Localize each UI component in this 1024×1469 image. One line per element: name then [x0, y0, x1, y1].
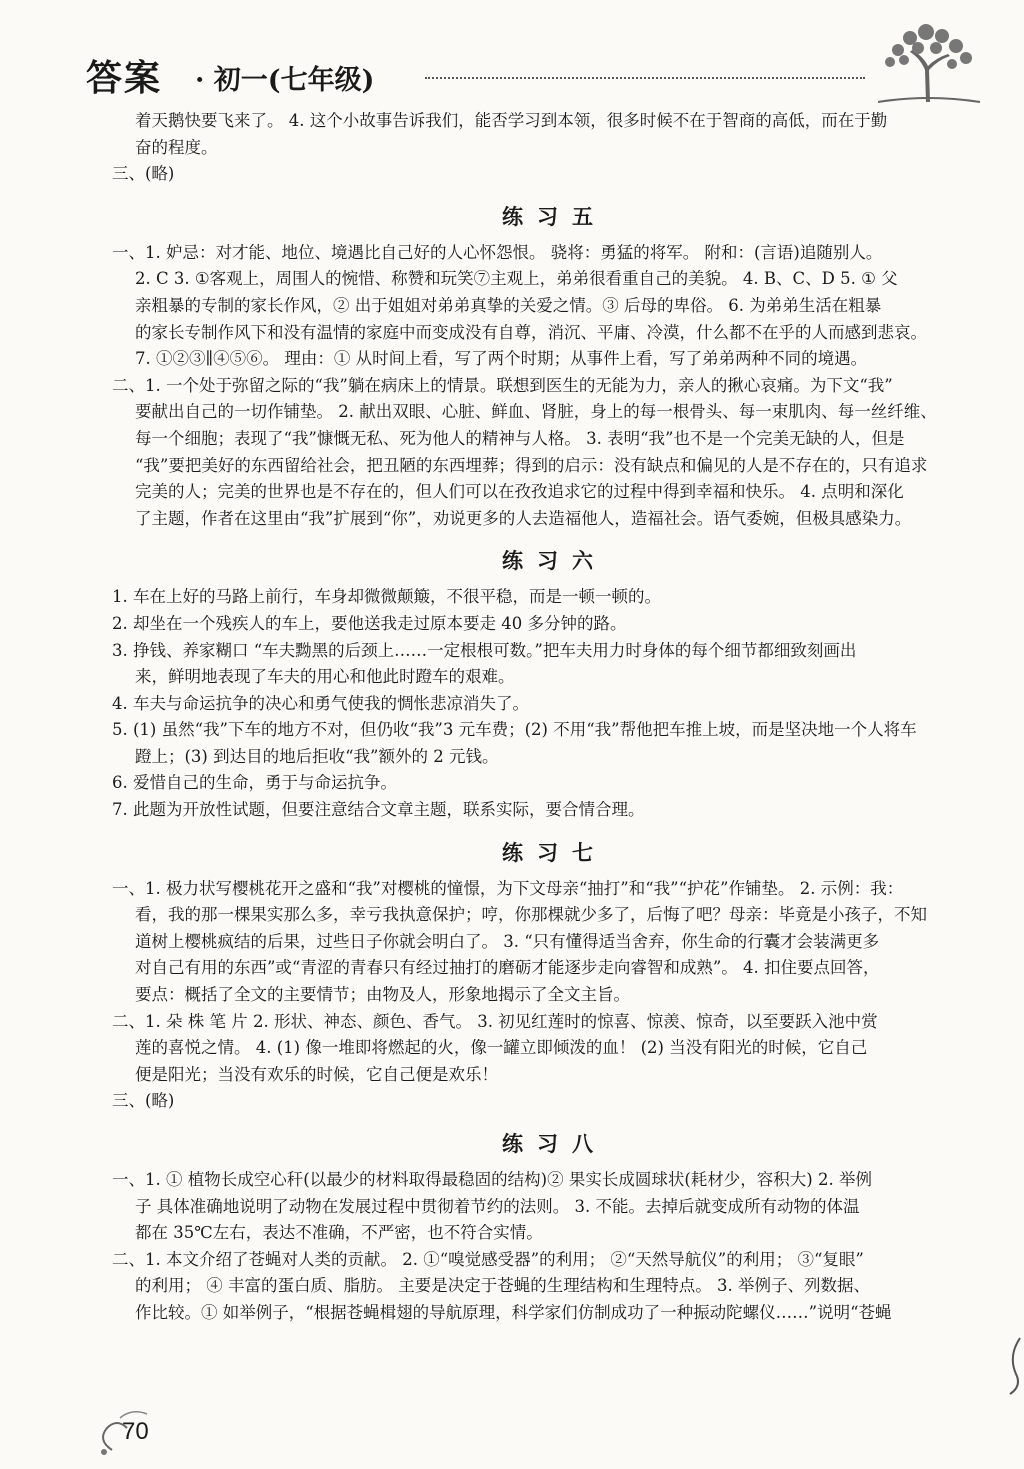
vine-ornament-icon	[1000, 1336, 1024, 1396]
text-line: 要献出自己的一切作铺垫。 2. 献出双眼、心脏、鲜血、肾脏，身上的每一根骨头、每一束肌肉、每一丝纤维、	[135, 402, 937, 422]
text-line: 二、1. 一个处于弥留之际的“我”躺在病床上的情景。联想到医生的无能为力，亲人的揪心哀痛。为下文“我”	[112, 375, 893, 395]
text-line: 1. 车在上好的马路上前行，车身却微微颠簸，不很平稳，而是一顿一顿的。	[112, 587, 661, 607]
tree-icon	[868, 20, 988, 105]
text-line: 的利用； ④ 丰富的蛋白质、脂肪。 主要是决定于苍蝇的生理结构和生理特点。 3. 举例子、列数据、	[135, 1276, 870, 1296]
text-line: 7. ①②③∥④⑤⑥。 理由：① 从时间上看，写了两个时期；从事件上看，写了弟弟两种不同的境遇。	[135, 349, 868, 369]
section-heading: 练习五	[502, 203, 607, 229]
section-heading: 练习六	[502, 548, 607, 574]
text-line: 7. 此题为开放性试题，但要注意结合文章主题，联系实际，要合情合理。	[112, 800, 645, 820]
text-line: “我”要把美好的东西留给社会，把丑陋的东西埋葬；得到的启示：没有缺点和偏见的人是不存在的，只有追求	[135, 455, 928, 475]
page-number: 70	[122, 1418, 149, 1445]
text-line: 三、(略)	[112, 164, 175, 184]
text-line: 5. (1) 虽然“我”下车的地方不对，但仍收“我”3 元车费；(2) 不用“我”帮他把车推上坡，而是坚决地一个人将车	[112, 720, 917, 740]
text-line: 的家长专制作风下和没有温情的家庭中而变成没有自尊，消沉、平庸、冷漠，什么都不在乎的人而感到悲哀。	[135, 322, 927, 342]
text-line: 4. 车夫与命运抗争的决心和勇气使我的惆怅悲凉消失了。	[112, 693, 529, 713]
answer-content	[112, 108, 997, 1327]
text-line: 2. C 3. ①客观上，周围人的惋惜、称赞和玩笑⑦主观上，弟弟很看重自己的美貌。 4. B、C、D 5. ① 父	[135, 269, 898, 289]
section-heading: 练习八	[502, 1131, 607, 1156]
text-line: 完美的人；完美的世界也是不存在的，但人们可以在孜孜追求它的过程中得到幸福和快乐。 4. 点明和深化	[135, 482, 904, 502]
header-divider	[425, 77, 865, 79]
text-line: 每一个细胞；表现了“我”慷慨无私、死为他人的精神与人格。 3. 表明“我”也不是一个完美无缺的人，但是	[135, 428, 905, 448]
text-line: 一、1. 极力状写樱桃花开之盛和“我”对樱桃的憧憬，为下文母亲“抽打”和“我”“护花”作铺垫。 2. 示例：我：	[112, 878, 904, 898]
text-line: 2. 却坐在一个残疾人的车上，要他送我走过原本要走 40 多分钟的路。	[112, 613, 627, 633]
text-line: 了主题，作者在这里由“我”扩展到“你”，劝说更多的人去造福他人，造福社会。语气委婉，但极具感染力。	[135, 508, 912, 528]
text-line: 道树上樱桃疯结的后果，过些日子你就会明白了。 3. “只有懂得适当舍弃，你生命的行囊才会装满更多	[135, 931, 880, 951]
text-line: 3. 挣钱、养家糊口 “车夫黝黑的后颈上……一定根根可数。”把车夫用力时身体的每个细节都细致刻画出	[112, 640, 857, 660]
text-line: 对自己有用的东西”或“青涩的青春只有经过抽打的磨砺才能逐步走向睿智和成熟”。 4. 扣住要点回答，	[135, 958, 880, 978]
text-line: 便是阳光；当没有欢乐的时候，它自己便是欢乐！	[135, 1064, 498, 1084]
page-header	[0, 0, 1024, 110]
text-line: 二、1. 朵 株 笔 片 2. 形状、神态、颜色、香气。 3. 初见红莲时的惊喜、惊羡、惊奇，以至要跃入池中赏	[112, 1011, 878, 1031]
text-line: 一、1. ① 植物长成空心秆(以最少的材料取得最稳固的结构)② 果实长成圆球状(耗材少，容积大) 2. 举例	[112, 1170, 872, 1189]
text-line: 看，我的那一棵果实那么多，幸亏我执意保护；哼，你那棵就少多了，后悔了吧？母亲：毕竟是小孩子，不知	[135, 905, 927, 925]
text-line: 莲的喜悦之情。 4. (1) 像一堆即将燃起的火，像一罐立即倾泼的血！ (2) 当没有阳光的时候，它自己	[135, 1038, 868, 1058]
text-line: 着天鹅快要飞来了。 4. 这个小故事告诉我们，能否学习到本领，很多时候不在于智商的高低，而在于勤	[135, 111, 888, 130]
text-line: 要点：概括了全文的主要情节；由物及人，形象地揭示了全文主旨。	[135, 985, 630, 1005]
text-line: 子 具体准确地说明了动物在发展过程中贯彻着节约的法则。 3. 不能。去掉后就变成所有动物的体温	[135, 1196, 860, 1216]
text-line: 都在 35℃左右，表达不准确，不严密，也不符合实情。	[135, 1223, 543, 1243]
text-line: 亲粗暴的专制的家长作风，② 出于姐姐对弟弟真挚的关爱之情。③ 后母的卑俗。 6. 为弟弟生活在粗暴	[135, 295, 882, 315]
header-subtitle: · 初一(七年级)	[195, 65, 375, 96]
text-line: 作比较。① 如举例子，“根据苍蝇楫翅的导航原理，科学家们仿制成功了一种振动陀螺仪……”说明“苍蝇	[135, 1302, 892, 1322]
text-line: 6. 爱惜自己的生命，勇于与命运抗争。	[112, 773, 397, 793]
text-line: 二、1. 本文介绍了苍蝇对人类的贡献。 2. ①“嗅觉感受器”的利用； ②“天然导航仪”的利用； ③“复眼”	[112, 1249, 864, 1269]
text-line: 三、(略)	[112, 1091, 175, 1111]
header-title: 答案	[86, 57, 163, 99]
text-line: 蹬上；(3) 到达目的地后拒收“我”额外的 2 元钱。	[135, 746, 499, 766]
text-line: 奋的程度。	[135, 137, 218, 157]
text-line: 一、1. 妒忌：对才能、地位、境遇比自己好的人心怀怨恨。 骁将：勇猛的将军。 附和：(言语)追随别人。	[112, 242, 883, 262]
section-heading: 练习七	[502, 839, 607, 865]
text-line: 来，鲜明地表现了车夫的用心和他此时蹬车的艰难。	[135, 667, 515, 687]
